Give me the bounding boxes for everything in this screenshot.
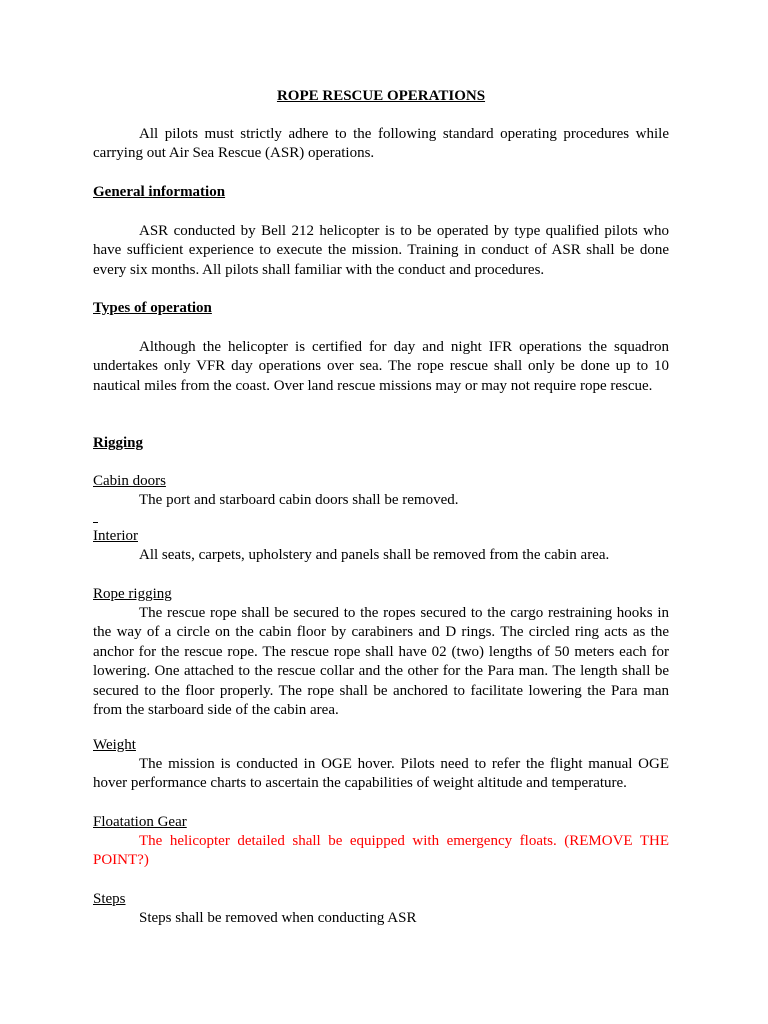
stray-underline-mark: [93, 522, 98, 523]
types-of-operation-heading: Types of operation: [93, 300, 212, 316]
weight-heading: Weight: [93, 737, 136, 753]
floatation-gear-heading: Floatation Gear: [93, 814, 187, 830]
types-of-operation-paragraph: Although the helicopter is certified for day and night IFR operations the squadron undertakes only VFR day operations over sea. The rope rescue shall only be done up to 10 nautical miles from the coast. Over land rescue missions may or may not require rope rescue.: [93, 339, 669, 394]
rigging-heading: Rigging: [93, 435, 144, 451]
steps-paragraph: Steps shall be removed when conducting ASR: [139, 910, 417, 926]
weight-paragraph: The mission is conducted in OGE hover. Pilots need to refer the flight manual OGE hover performance charts to ascertain the capabilities of weight altitude and temperature.: [93, 756, 669, 792]
floatation-gear-paragraph: The helicopter detailed shall be equipped with emergency floats. (REMOVE THE POINT?): [93, 833, 669, 869]
document-title: ROPE RESCUE OPERATIONS: [276, 88, 486, 104]
cabin-doors-heading: Cabin doors: [93, 473, 166, 489]
general-information-heading: General information: [93, 184, 226, 200]
general-information-paragraph: ASR conducted by Bell 212 helicopter is to be operated by type qualified pilots who have sufficient experience to execute the mission. Training in conduct of ASR shall be done every six months. All pilots shall familiar with the conduct and procedures.: [93, 223, 669, 278]
cabin-doors-paragraph: The port and starboard cabin doors shall be removed.: [139, 492, 459, 508]
steps-heading: Steps: [93, 891, 126, 907]
rope-rigging-paragraph: The rescue rope shall be secured to the ropes secured to the cargo restraining hooks in the way of a circle on the cabin floor by carabiners and D rings. The circled ring acts as the anchor for the rescue rope. The rescue rope shall have 02 (two) lengths of 50 meters each for lowering. One attached to the rescue collar and the other for the Para man. The length shall be secured to the floor properly. The rope shall be anchored to facilitate lowering the Para man from the starboard side of the cabin area.: [93, 605, 669, 719]
rope-rigging-heading: Rope rigging: [93, 586, 172, 602]
interior-paragraph: All seats, carpets, upholstery and panels shall be removed from the cabin area.: [139, 547, 610, 563]
interior-heading: Interior: [93, 528, 138, 544]
intro-paragraph: All pilots must strictly adhere to the following standard operating procedures while carrying out Air Sea Rescue (ASR) operations.: [93, 126, 669, 162]
